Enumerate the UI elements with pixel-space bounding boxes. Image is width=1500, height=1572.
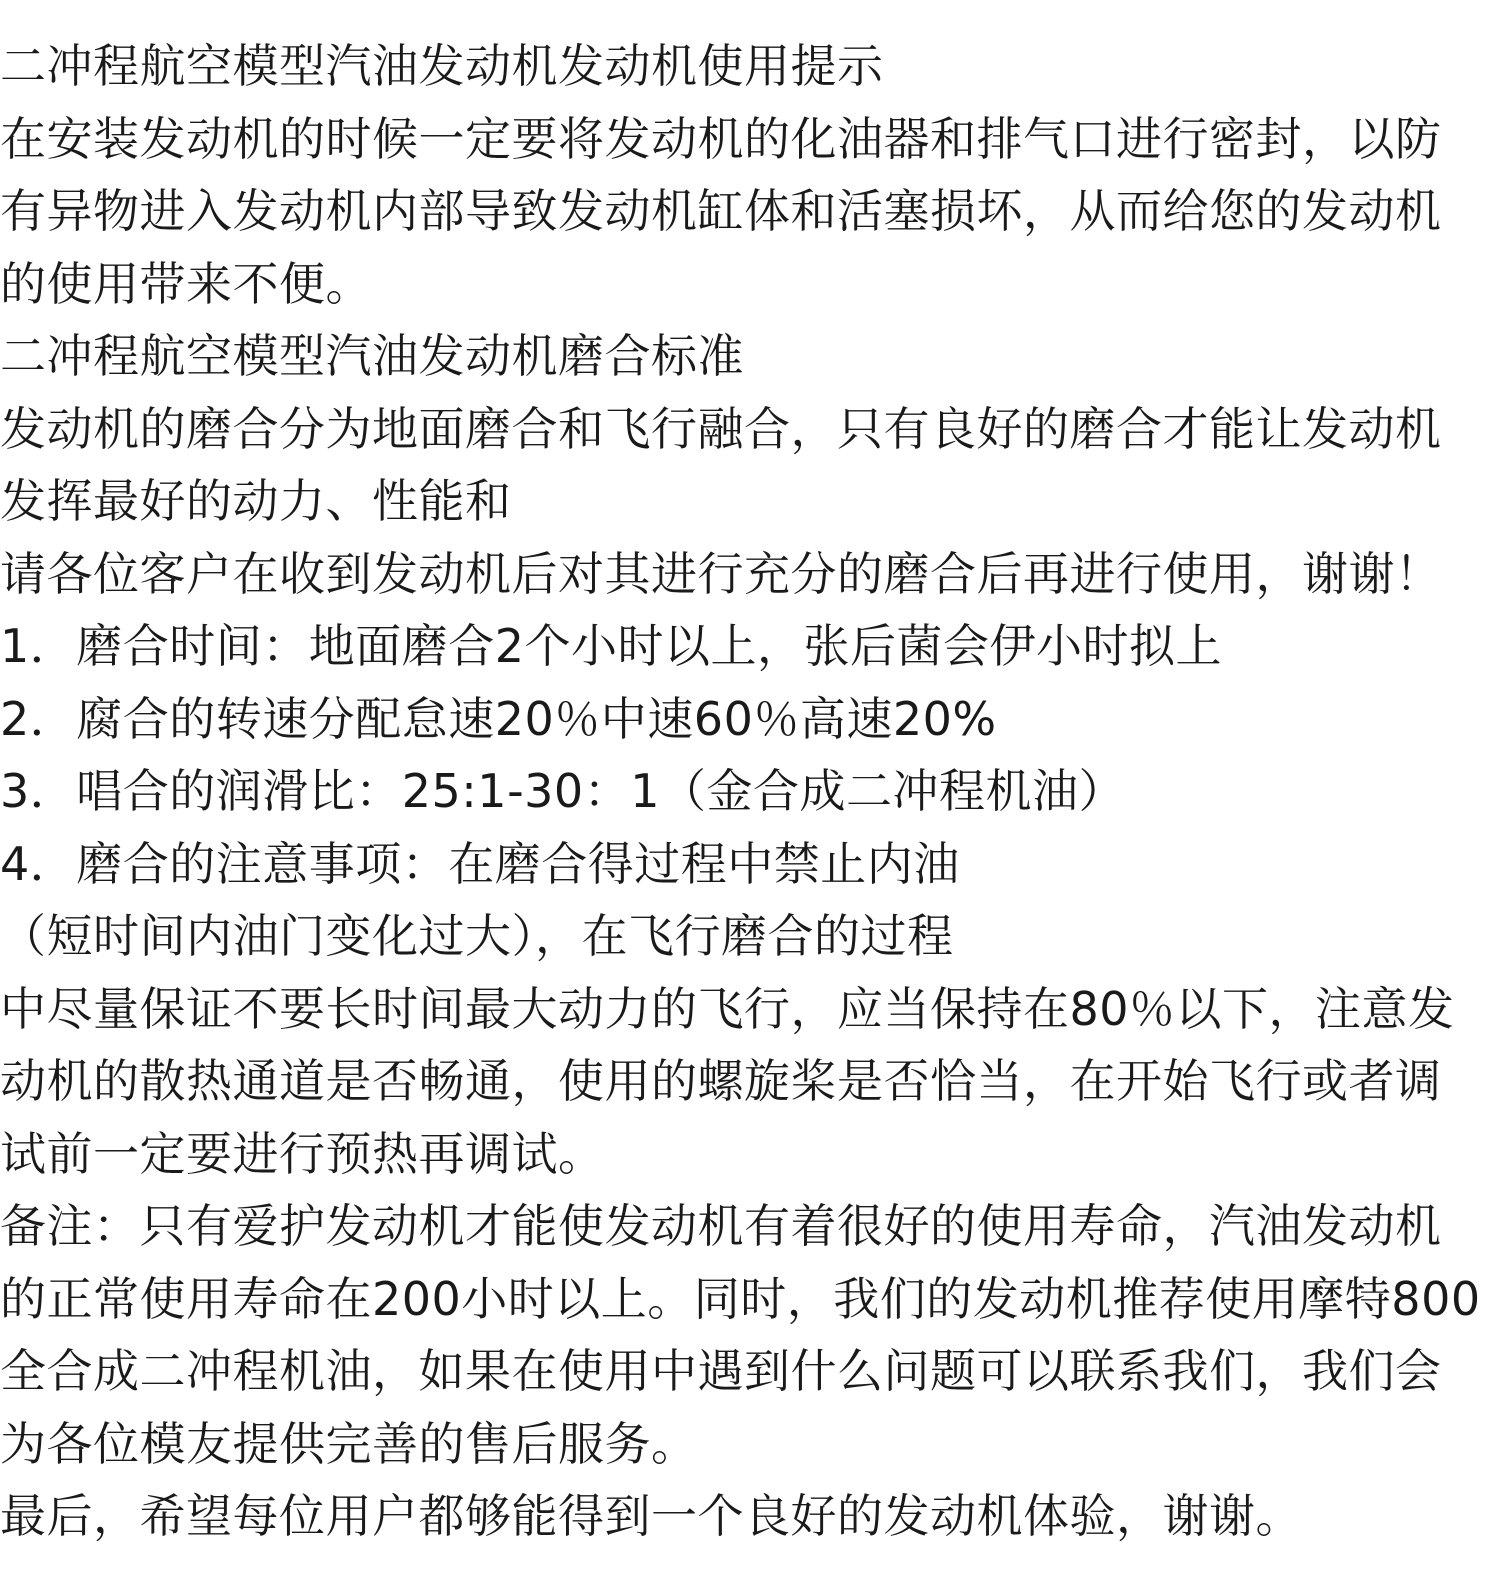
paragraph-line: 请各位客户在收到发动机后对其进行充分的磨合后再进行使用，谢谢！ [0, 546, 1442, 601]
paragraph-line: 全合成二冲程机油，如果在使用中遇到什么问题可以联系我们，我们会 [0, 1344, 1442, 1398]
paragraph-line: 的正常使用寿命在200小时以上。同时，我们的发动机推荐使用摩特800 [0, 1271, 1481, 1326]
usage-tips-heading: 二冲程航空模型汽油发动机发动机使用提示 [0, 39, 884, 93]
list-item-1: 1．磨合时间：地面磨合2个小时以上，张后菌会伊小时拟上 [0, 619, 1223, 673]
remarks-line: 备注：只有爱护发动机才能使发动机有着很好的使用寿命，汽油发动机 [0, 1199, 1442, 1253]
list-item-4: 4．磨合的注意事项：在磨合得过程中禁止内油 [0, 836, 960, 891]
list-item-2: 2．腐合的转速分配怠速20％中速60％高速20% [0, 691, 997, 746]
closing-line: 最后，希望每位用户都够能得到一个良好的发动机体验，谢谢。 [0, 1489, 1302, 1543]
list-item-3: 3．唱合的润滑比：25:1-30：1（金合成二冲程机油） [0, 764, 1125, 818]
paragraph-line: （短时间内油门变化过大），在飞行磨合的过程 [0, 909, 954, 963]
paragraph-line: 为各位模友提供完善的售后服务。 [0, 1416, 698, 1471]
paragraph-line: 在安装发动机的时候一定要将发动机的化油器和排气口进行密封，以防 [0, 111, 1442, 166]
paragraph-line: 试前一定要进行预热再调试。 [0, 1126, 605, 1181]
break-in-standard-heading: 二冲程航空模型汽油发动机磨合标准 [0, 329, 744, 383]
paragraph-line: 有异物进入发动机内部导致发动机缸体和活塞损坏，从而给您的发动机 [0, 184, 1442, 238]
paragraph-line: 动机的散热通道是否畅通，使用的螺旋桨是否恰当，在开始飞行或者调 [0, 1054, 1442, 1108]
paragraph-line: 发动机的磨合分为地面磨合和飞行融合，只有良好的磨合才能让发动机 [0, 401, 1442, 456]
paragraph-line: 发挥最好的动力、性能和 [0, 474, 512, 528]
paragraph-line: 的使用带来不便。 [0, 256, 372, 311]
paragraph-line: 中尽量保证不要长时间最大动力的飞行，应当保持在80％以下，注意发 [0, 981, 1455, 1036]
document-body [0, 30, 1500, 1553]
